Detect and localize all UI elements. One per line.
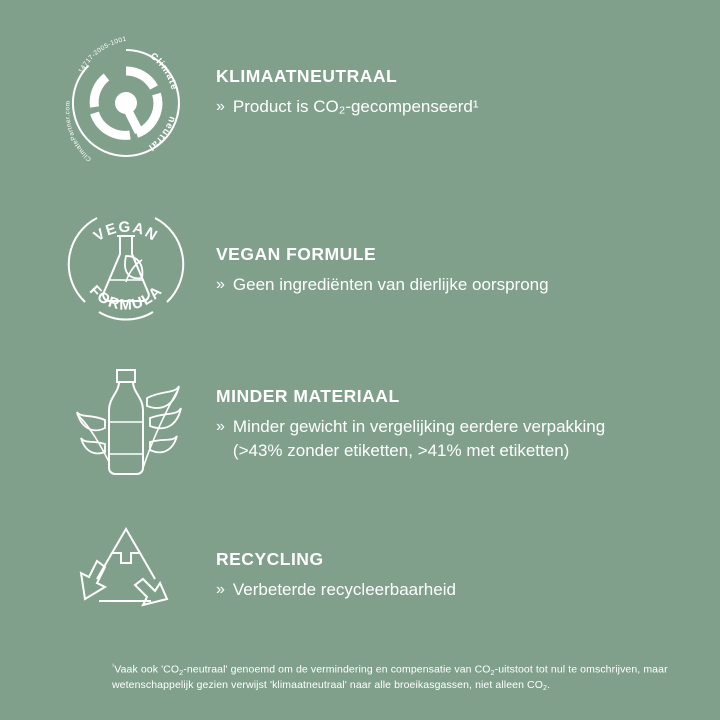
icon-container-recycling xyxy=(36,515,216,619)
text-container-recycling xyxy=(216,515,684,602)
footnote-text-part2: -neutraal' genoemd om de vermindering en compensatie van CO xyxy=(183,663,491,676)
feature-vegan-formula xyxy=(36,192,684,336)
badge-arc-bottom-label: neutral xyxy=(145,114,178,154)
footnote-text-part4: . xyxy=(547,679,551,692)
bullet-row-recycling xyxy=(216,578,684,602)
bullet-marker: » xyxy=(216,581,225,598)
vegan-arc-bottom-label: FORMULA xyxy=(85,282,167,314)
icon-container-less-material xyxy=(36,354,216,493)
feature-title-vegan-formula: VEGAN FORMULE xyxy=(216,244,377,264)
text-container-climate-neutral xyxy=(216,18,684,119)
footnote-sub1: 2 xyxy=(179,668,184,677)
bottle-with-leaves-icon xyxy=(51,358,201,493)
footnote-sub2: 2 xyxy=(490,668,495,677)
text-container-vegan-formula xyxy=(216,192,684,297)
vegan-flask-icon xyxy=(51,196,201,336)
footnote xyxy=(112,662,684,694)
feature-title-less-material: MINDER MATERIAAL xyxy=(216,386,400,406)
bullet-marker: » xyxy=(216,418,225,435)
bullet-row-climate-neutral xyxy=(216,95,684,119)
bullet-text-recycling: Verbeterde recycleerbaarheid xyxy=(232,580,456,599)
bullet-marker: » xyxy=(216,98,225,115)
text-container-less-material xyxy=(216,354,684,463)
footnote-sub3: 2 xyxy=(543,684,548,693)
bullet-row-vegan-formula xyxy=(216,273,684,297)
footnote-text-part3: -uitstoot tot nul te omschrijven, maar wetenschappelijk gezien verwijst 'klimaatneutraal' naar alle broeikasgassen, niet alleen CO xyxy=(112,663,668,692)
footnote-marker: ¹ xyxy=(112,663,115,670)
recycling-triangle-icon xyxy=(51,519,201,619)
badge-arc-outer-left-label: ClimatePartner.com xyxy=(64,100,93,163)
bullet-row-less-material xyxy=(216,415,684,463)
climate-neutral-badge-icon xyxy=(51,28,201,178)
footnote-text-part1: Vaak ook 'CO xyxy=(114,663,180,676)
icon-container-climate-neutral xyxy=(36,18,216,178)
feature-title-climate-neutral: KLIMAATNEUTRAAL xyxy=(216,66,398,86)
badge-arc-outer-top-label: 14717-2005-1001 xyxy=(77,35,128,75)
feature-climate-neutral xyxy=(36,18,684,178)
feature-title-recycling: RECYCLING xyxy=(216,549,324,569)
bullet-text-climate-neutral: Product is CO₂-gecompenseerd¹ xyxy=(232,97,479,116)
feature-recycling xyxy=(36,515,684,619)
icon-container-vegan-formula xyxy=(36,192,216,336)
feature-less-material xyxy=(36,354,684,493)
bullet-text-less-material: Minder gewicht in vergelijking eerdere verpakking (>43% zonder etiketten, >41% met etiketten) xyxy=(232,417,606,461)
badge-arc-top-label: Climate xyxy=(147,50,180,92)
vegan-arc-top-label: VEGAN xyxy=(90,218,162,246)
bullet-marker: » xyxy=(216,276,225,293)
bullet-text-vegan-formula: Geen ingrediënten van dierlijke oorsprong xyxy=(232,275,549,294)
